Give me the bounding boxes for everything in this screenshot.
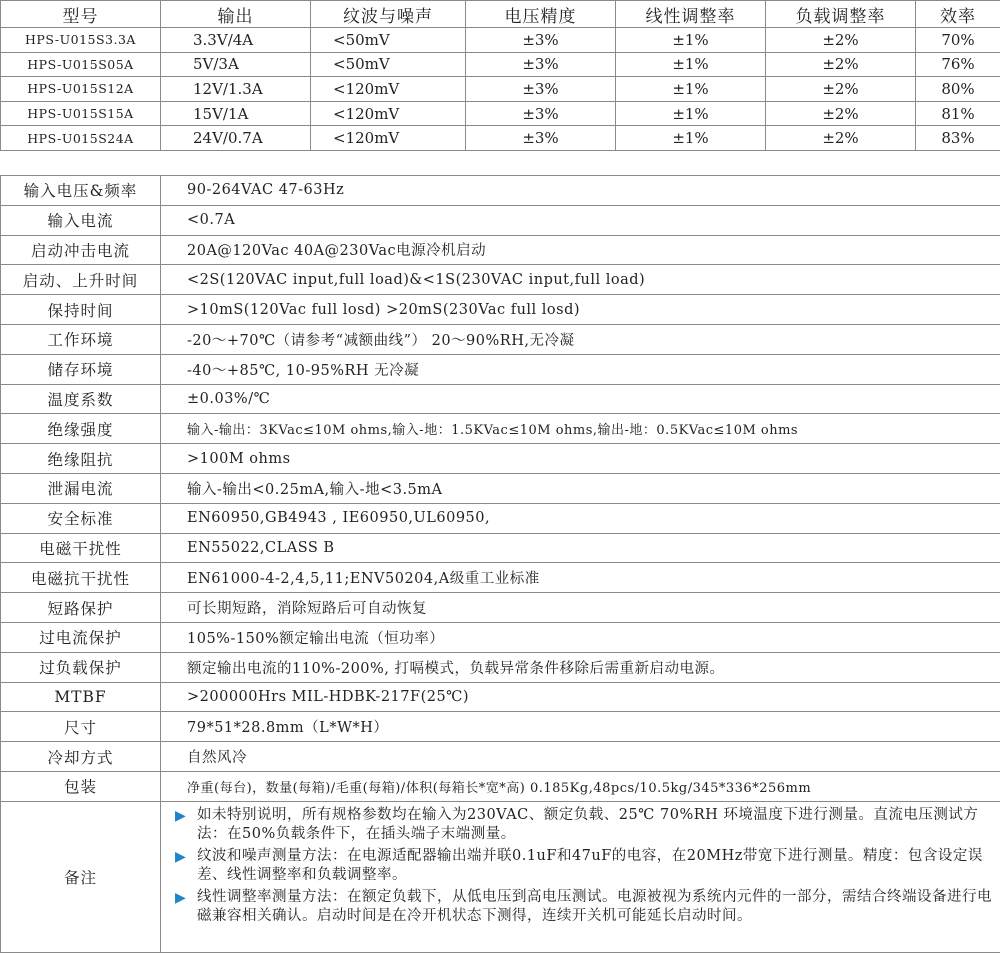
spec-row	[1, 503, 1000, 533]
spec-value: >10mS(120Vac full losd) >20mS(230Vac full losd)	[161, 295, 1000, 325]
model-cell-ripple: <120mV	[311, 101, 466, 126]
model-cell-output: 15V/1A	[161, 101, 311, 126]
model-cell-efficiency: 83%	[916, 126, 1000, 151]
header-voltage-accuracy: 电压精度	[466, 1, 616, 28]
model-cell-load-regulation: ±2%	[766, 77, 916, 102]
model-cell-voltage-accuracy: ±3%	[466, 52, 616, 77]
spec-label: 过电流保护	[1, 622, 161, 652]
model-cell-efficiency: 70%	[916, 28, 1000, 53]
spec-label: 泄漏电流	[1, 473, 161, 503]
header-model: 型号	[1, 1, 161, 28]
model-cell-line-regulation: ±1%	[616, 28, 766, 53]
note-item	[175, 806, 1000, 845]
model-cell-ripple: <50mV	[311, 28, 466, 53]
spec-label: 绝缘阻抗	[1, 444, 161, 474]
spec-row	[1, 324, 1000, 354]
model-row	[1, 77, 1000, 102]
model-cell-ripple: <50mV	[311, 52, 466, 77]
spec-value: 20A@120Vac 40A@230Vac电源冷机启动	[161, 235, 1000, 265]
spec-row	[1, 354, 1000, 384]
spec-label: 启动冲击电流	[1, 235, 161, 265]
model-cell-load-regulation: ±2%	[766, 28, 916, 53]
model-cell-output: 5V/3A	[161, 52, 311, 77]
header-load-regulation: 负载调整率	[766, 1, 916, 28]
triangle-bullet-icon: ▶	[175, 889, 187, 906]
spec-label: 短路保护	[1, 593, 161, 623]
spec-value: 输入-输出<0.25mA,输入-地<3.5mA	[161, 473, 1000, 503]
spec-row	[1, 265, 1000, 295]
model-cell-model: HPS-U015S12A	[1, 77, 161, 102]
spec-row	[1, 533, 1000, 563]
note-text: 纹波和噪声测量方法：在电源适配器输出端并联0.1uF和47uF的电容，在20MHz带宽下进行测量。精度：包含设定误差、线性调整率和负载调整率。	[197, 847, 983, 884]
spec-label: 工作环境	[1, 324, 161, 354]
spec-row	[1, 444, 1000, 474]
spec-label: 过负载保护	[1, 652, 161, 682]
spec-label: 输入电流	[1, 205, 161, 235]
spec-value: 额定输出电流的110%-200%, 打嗝模式，负载异常条件移除后需重新启动电源。	[161, 652, 1000, 682]
model-cell-output: 24V/0.7A	[161, 126, 311, 151]
spec-label: 尺寸	[1, 712, 161, 742]
spec-value: <2S(120VAC input,full load)&<1S(230VAC input,full load)	[161, 265, 1000, 295]
model-cell-model: HPS-U015S3.3A	[1, 28, 161, 53]
header-ripple: 纹波与噪声	[311, 1, 466, 28]
note-text: 线性调整率测量方法：在额定负载下，从低电压到高电压测试。电源被视为系统内元件的一部分，需结合终端设备进行电磁兼容相关确认。启动时间是在冷开机状态下测得，连续开关机可能延长启动时间。	[197, 888, 992, 925]
spec-value: EN55022,CLASS B	[161, 533, 1000, 563]
spec-value: 可长期短路，消除短路后可自动恢复	[161, 593, 1000, 623]
spec-value: <0.7A	[161, 205, 1000, 235]
header-line-regulation: 线性调整率	[616, 1, 766, 28]
model-table-header	[1, 1, 1000, 28]
spec-value: ±0.03%/℃	[161, 384, 1000, 414]
spec-value: -20～+70℃（请参考“减额曲线”） 20～90%RH,无冷凝	[161, 324, 1000, 354]
note-item	[175, 888, 1000, 927]
spec-row	[1, 414, 1000, 444]
model-cell-line-regulation: ±1%	[616, 101, 766, 126]
spec-row	[1, 682, 1000, 712]
model-cell-load-regulation: ±2%	[766, 52, 916, 77]
spec-value: 105%-150%额定输出电流（恒功率）	[161, 622, 1000, 652]
model-cell-model: HPS-U015S05A	[1, 52, 161, 77]
spec-label: 保持时间	[1, 295, 161, 325]
spec-label: 输入电压&频率	[1, 176, 161, 206]
note-item	[175, 847, 1000, 886]
spec-value: -40～+85℃, 10-95%RH 无冷凝	[161, 354, 1000, 384]
model-cell-voltage-accuracy: ±3%	[466, 126, 616, 151]
model-cell-load-regulation: ±2%	[766, 101, 916, 126]
model-cell-efficiency: 80%	[916, 77, 1000, 102]
model-cell-ripple: <120mV	[311, 126, 466, 151]
triangle-bullet-icon: ▶	[175, 807, 187, 824]
model-cell-voltage-accuracy: ±3%	[466, 101, 616, 126]
spec-label: 电磁干扰性	[1, 533, 161, 563]
spec-row	[1, 473, 1000, 503]
model-cell-efficiency: 81%	[916, 101, 1000, 126]
notes-row	[1, 801, 1000, 952]
model-cell-voltage-accuracy: ±3%	[466, 77, 616, 102]
spec-label: 包装	[1, 771, 161, 801]
model-cell-line-regulation: ±1%	[616, 52, 766, 77]
spec-row	[1, 712, 1000, 742]
spec-value: >200000Hrs MIL-HDBK-217F(25℃)	[161, 682, 1000, 712]
note-text: 如未特别说明，所有规格参数均在输入为230VAC、额定负载、25℃ 70%RH 环境温度下进行测量。直流电压测试方法：在50%负载条件下，在插头端子末端测量。	[197, 806, 979, 843]
spec-value: 自然风冷	[161, 742, 1000, 772]
model-cell-voltage-accuracy: ±3%	[466, 28, 616, 53]
model-row	[1, 126, 1000, 151]
model-cell-ripple: <120mV	[311, 77, 466, 102]
spec-row	[1, 205, 1000, 235]
spec-value: 净重(每台)，数量(每箱)/毛重(每箱)/体积(每箱长*宽*高) 0.185Kg,48pcs/10.5kg/345*336*256mm	[161, 771, 1000, 801]
spec-row	[1, 176, 1000, 206]
spec-label: 储存环境	[1, 354, 161, 384]
notes-content	[161, 801, 1000, 952]
spec-row	[1, 563, 1000, 593]
header-efficiency: 效率	[916, 1, 1000, 28]
spec-value: 79*51*28.8mm（L*W*H）	[161, 712, 1000, 742]
model-row	[1, 28, 1000, 53]
spec-table	[0, 175, 1000, 953]
spec-row	[1, 742, 1000, 772]
model-cell-load-regulation: ±2%	[766, 126, 916, 151]
model-cell-model: HPS-U015S24A	[1, 126, 161, 151]
spec-label: 电磁抗干扰性	[1, 563, 161, 593]
model-table	[0, 0, 1000, 151]
spec-label: 温度系数	[1, 384, 161, 414]
spec-row	[1, 652, 1000, 682]
spec-value: 输入-输出：3KVac≤10M ohms,输入-地：1.5KVac≤10M ohms,输出-地：0.5KVac≤10M ohms	[161, 414, 1000, 444]
model-row	[1, 101, 1000, 126]
spec-value: EN60950,GB4943 , IE60950,UL60950,	[161, 503, 1000, 533]
spec-label: MTBF	[1, 682, 161, 712]
model-cell-output: 12V/1.3A	[161, 77, 311, 102]
spec-value: EN61000-4-2,4,5,11;ENV50204,A级重工业标准	[161, 563, 1000, 593]
spec-value: 90-264VAC 47-63Hz	[161, 176, 1000, 206]
spec-label: 启动、上升时间	[1, 265, 161, 295]
header-output: 输出	[161, 1, 311, 28]
model-cell-output: 3.3V/4A	[161, 28, 311, 53]
model-cell-model: HPS-U015S15A	[1, 101, 161, 126]
spec-value: >100M ohms	[161, 444, 1000, 474]
spec-label: 冷却方式	[1, 742, 161, 772]
notes-label: 备注	[1, 801, 161, 952]
triangle-bullet-icon: ▶	[175, 848, 187, 865]
model-row	[1, 52, 1000, 77]
model-cell-line-regulation: ±1%	[616, 126, 766, 151]
model-cell-efficiency: 76%	[916, 52, 1000, 77]
spec-row	[1, 593, 1000, 623]
spec-row	[1, 771, 1000, 801]
spec-row	[1, 622, 1000, 652]
spec-row	[1, 295, 1000, 325]
spec-row	[1, 235, 1000, 265]
model-cell-line-regulation: ±1%	[616, 77, 766, 102]
spec-row	[1, 384, 1000, 414]
spec-label: 安全标准	[1, 503, 161, 533]
spec-label: 绝缘强度	[1, 414, 161, 444]
